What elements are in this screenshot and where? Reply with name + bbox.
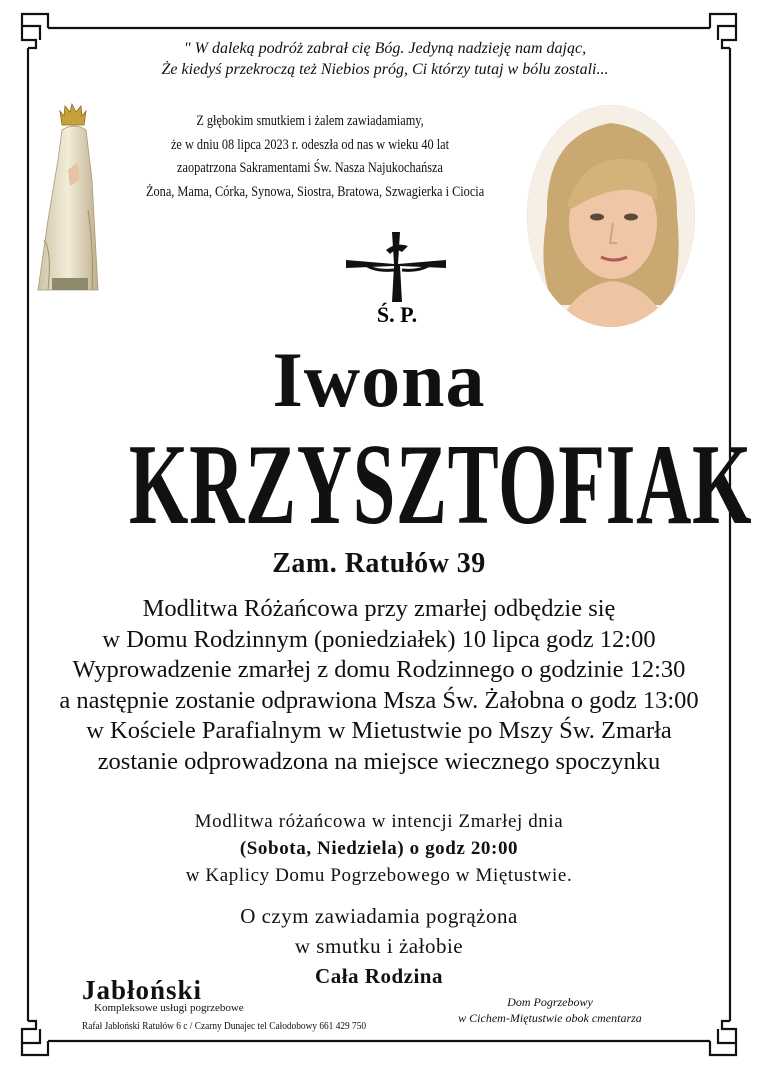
closing-line: w smutku i żałobie (294, 934, 464, 958)
funeral-detail-line: Wyprowadzenie zmarłej z domu Rodzinnego o godzinie 12:30 (72, 656, 686, 683)
rosary-line: w Kaplicy Domu Pogrzebowego w Miętustwie. (185, 865, 573, 886)
company-name: Jabłoński (82, 975, 203, 1005)
cross-icon (342, 230, 452, 325)
company-subtitle: Kompleksowe usługi pogrzebowe (94, 1002, 244, 1014)
company-address: Rafał Jabłoński Ratułów 6 c / Czarny Dunajec tel Całodobowy 661 429 750 (82, 1020, 367, 1032)
rosary-line: Modlitwa różańcowa w intencji Zmarłej dnia (194, 811, 564, 832)
quote-line: " W daleką podróż zabrał cię Bóg. Jedyną nadzieję nam dając, (183, 40, 587, 57)
quote-line: Że kiedyś przekroczą też Niebios próg, Ci którzy tutaj w bólu zostali... (161, 61, 609, 78)
funeral-detail-line: a następnie zostanie odprawiona Msza Św. Żałobna o godz 13:00 (59, 686, 699, 714)
announcement-intro (146, 110, 485, 204)
funeral-home-line: w Cichem-Miętustwie obok cmentarza (458, 1011, 642, 1025)
funeral-detail-line: zostanie odprowadzona na miejsce wiecznego spoczynku (97, 747, 661, 775)
memorial-quote (60, 38, 710, 80)
intro-line: zaopatrzona Sakramentami Św. Nasza Najukochańsza (177, 160, 443, 176)
funeral-home-info (440, 994, 660, 1026)
intro-line: że w dniu 08 lipca 2023 r. odeszła od nas w wieku 40 lat (170, 136, 450, 153)
closing-line: O czym zawiadamia pogrążona (240, 904, 518, 928)
funeral-home-line: Dom Pogrzebowy (507, 995, 593, 1009)
last-name: KRZYSZTOFIAK (128, 421, 753, 549)
funeral-detail-line: w Kościele Parafialnym w Mietustwie po Mszy Św. Zmarła (86, 717, 672, 744)
cross-label: Ś. P. (376, 302, 418, 325)
residence-address: Zam. Ratułów 39 (272, 548, 486, 579)
intro-line: Żona, Mama, Córka, Synowa, Siostra, Bratowa, Szwagierka i Ciocia (146, 183, 485, 200)
rosary-prayer-info (40, 808, 718, 889)
funeral-details (40, 594, 718, 777)
funeral-company-logo (82, 975, 422, 1033)
first-name: Iwona (272, 336, 486, 423)
funeral-detail-line: Modlitwa Różańcowa przy zmarłej odbędzie się (142, 595, 616, 622)
family-signature: Cała Rodzina (315, 964, 443, 988)
intro-line: Z głębokim smutkiem i żalem zawiadamiamy, (196, 113, 424, 129)
madonna-figure-image (32, 100, 102, 295)
rosary-line: (Sobota, Niedziela) o godz 20:00 (239, 838, 519, 859)
deceased-portrait-photo (527, 105, 695, 327)
funeral-detail-line: w Domu Rodzinnym (poniedziałek) 10 lipca godz 12:00 (102, 625, 656, 653)
